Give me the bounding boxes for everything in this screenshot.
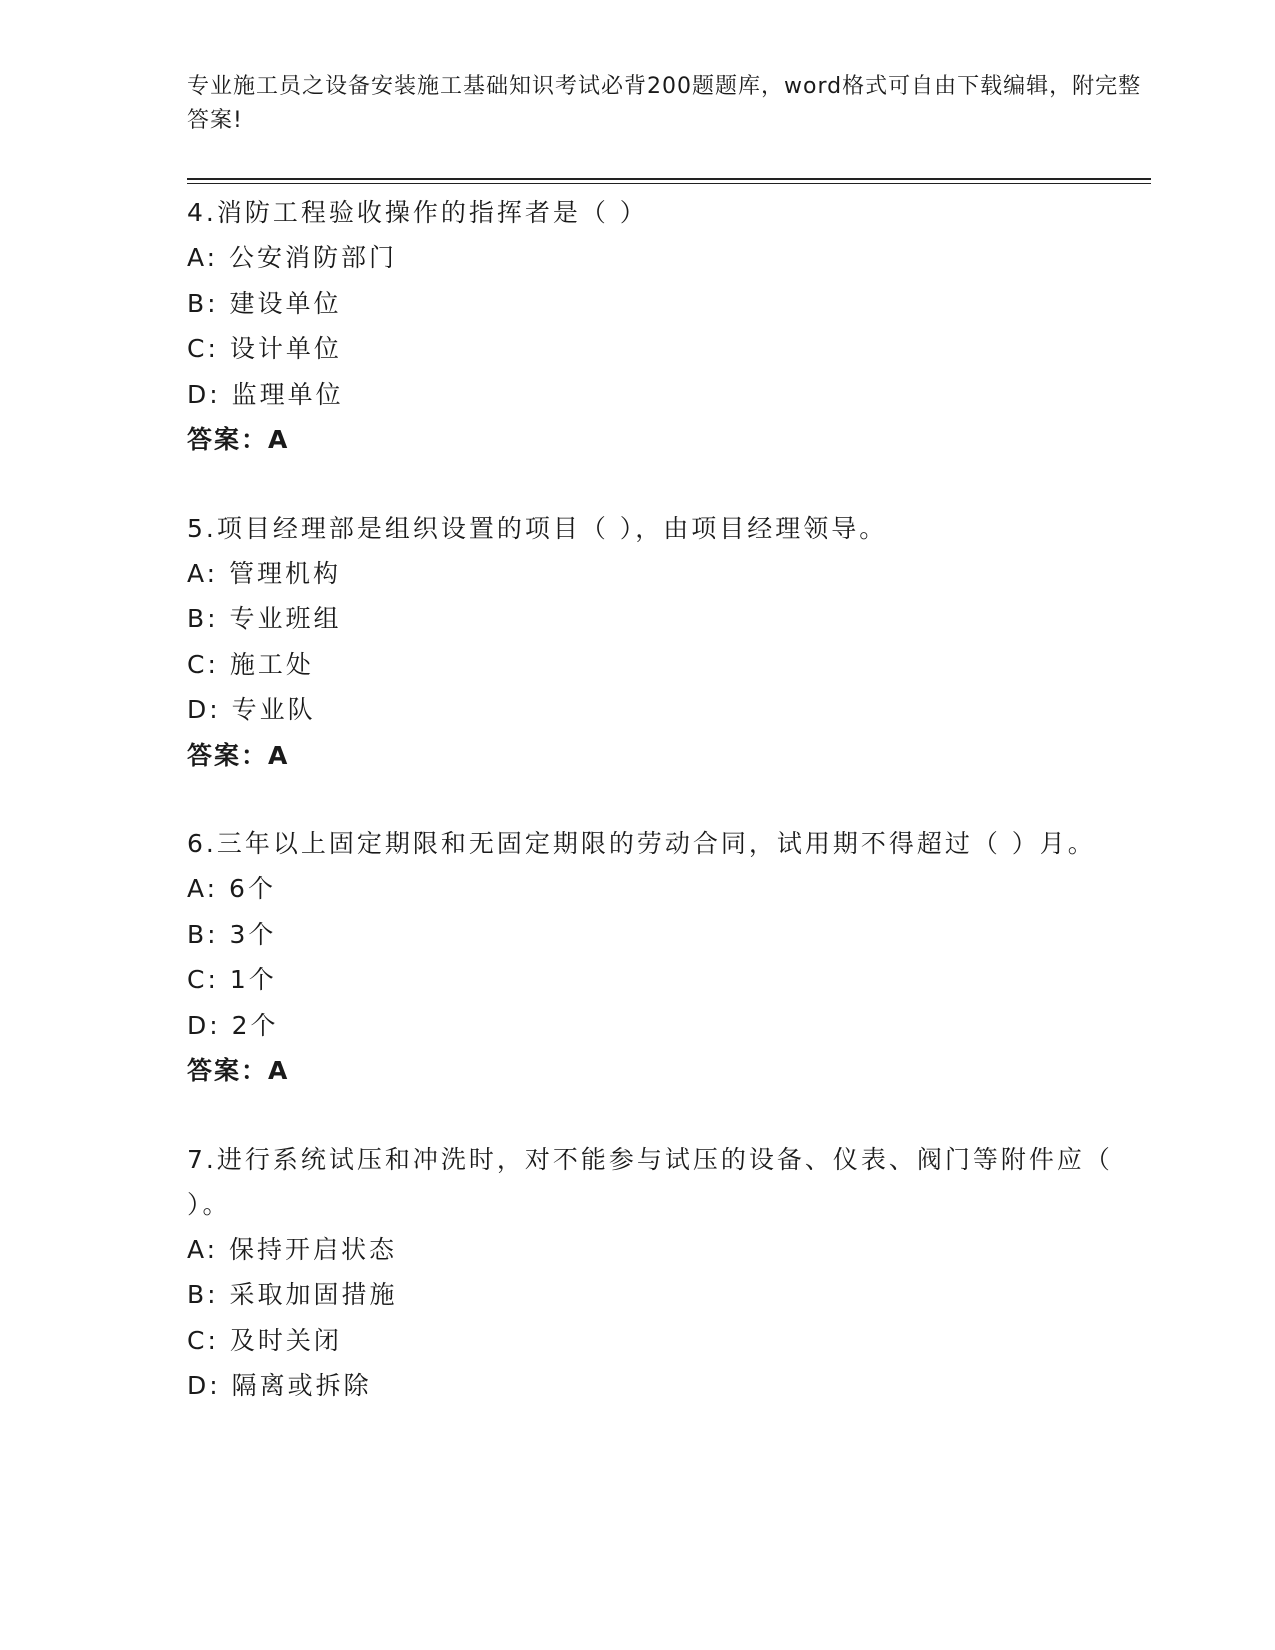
question-list bbox=[187, 190, 1151, 1409]
option-d: D: 2个 bbox=[187, 1010, 279, 1040]
option-b: B: 3个 bbox=[187, 919, 277, 949]
option-b: B: 建设单位 bbox=[187, 288, 342, 318]
option-b: B: 专业班组 bbox=[187, 604, 342, 633]
option-c: C: 及时关闭 bbox=[187, 1325, 342, 1355]
option-d: D: 隔离或拆除 bbox=[187, 1371, 372, 1400]
question-stem: 6.三年以上固定期限和无固定期限的劳动合同，试用期不得超过（ ）月。 bbox=[187, 829, 1096, 858]
option-c: C: 设计单位 bbox=[187, 334, 342, 363]
option-a: A: 6个 bbox=[187, 874, 276, 903]
question-stem: 5.项目经理部是组织设置的项目（ ），由项目经理领导。 bbox=[187, 513, 888, 543]
option-a: A: 管理机构 bbox=[187, 558, 342, 588]
answer-line: 答案：A bbox=[187, 425, 290, 454]
option-b: B: 采取加固措施 bbox=[187, 1280, 398, 1309]
option-c: C: 施工处 bbox=[187, 649, 314, 679]
option-d: D: 专业队 bbox=[187, 695, 316, 724]
document-header: 专业施工员之设备安装施工基础知识考试必背200题题库，word格式可自由下载编辑，附完整答案! bbox=[187, 74, 1142, 133]
answer-line: 答案：A bbox=[187, 1056, 290, 1085]
document-page bbox=[187, 70, 1151, 1452]
question-item bbox=[187, 821, 1151, 1094]
answer-line: 答案：A bbox=[187, 740, 290, 770]
option-d: D: 监理单位 bbox=[187, 379, 344, 409]
question-stem: 4.消防工程验收操作的指挥者是（ ） bbox=[187, 198, 648, 227]
option-c: C: 1个 bbox=[187, 965, 277, 994]
option-a: A: 保持开启状态 bbox=[187, 1234, 398, 1264]
header-divider bbox=[187, 178, 1151, 184]
question-stem: 7.进行系统试压和冲洗时，对不能参与试压的设备、仪表、阀门等附件应（ ）。 bbox=[187, 1144, 1113, 1219]
question-item bbox=[187, 190, 1151, 463]
option-a: A: 公安消防部门 bbox=[187, 243, 398, 272]
question-item bbox=[187, 1137, 1151, 1409]
question-item bbox=[187, 506, 1151, 779]
